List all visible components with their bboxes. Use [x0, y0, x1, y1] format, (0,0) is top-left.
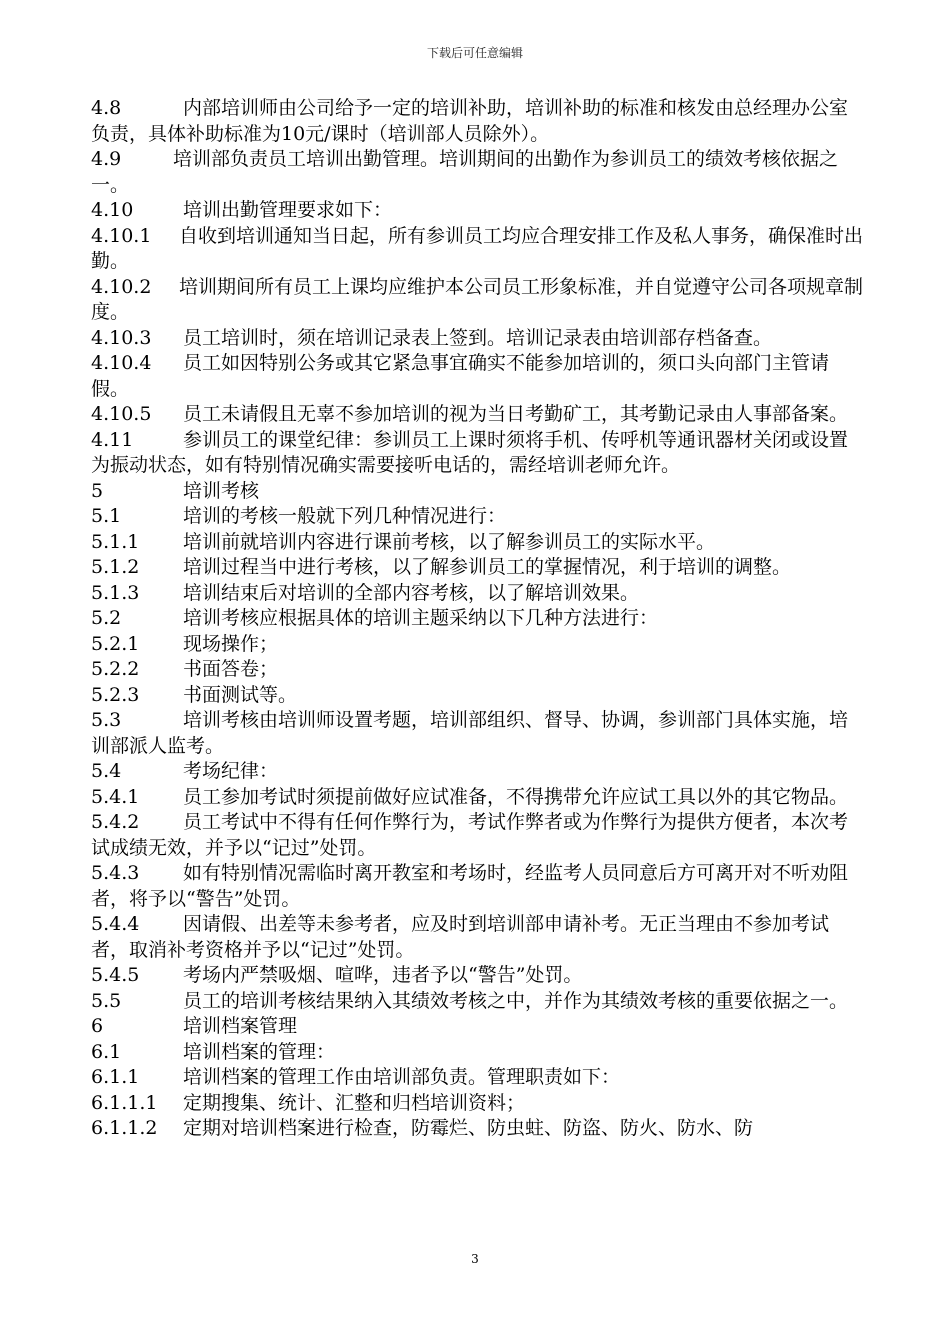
item-text: 培训档案管理 — [183, 1015, 298, 1037]
list-item — [91, 759, 866, 785]
list-item — [91, 632, 866, 658]
list-item — [91, 1040, 866, 1066]
item-number: 5.4 — [91, 760, 122, 782]
list-item — [91, 1091, 866, 1117]
item-text: 培训的考核一般就下列几种情况进行： — [183, 505, 507, 527]
document-body — [91, 96, 866, 1142]
item-number: 6.1 — [91, 1040, 122, 1063]
item-number: 5.5 — [91, 989, 122, 1012]
section-heading — [91, 479, 866, 505]
list-item — [91, 147, 866, 198]
item-text: 因请假、出差等未参考者，应及时到培训部申请补考。无正当理由不参加考试者，取消补考资格并予以“记过”处罚。 — [91, 913, 830, 961]
item-text: 培训期间所有员工上课均应维护本公司员工形象标准，并自觉遵守公司各项规章制度。 — [91, 275, 864, 323]
item-number: 5.4.3 — [91, 862, 140, 884]
list-item — [91, 785, 866, 811]
item-text: 培训部负责员工培训出勤管理。培训期间的出勤作为参训员工的绩效考核依据之一。 — [91, 148, 839, 196]
item-text: 培训出勤管理要求如下： — [183, 199, 393, 221]
list-item — [91, 963, 866, 989]
item-text: 培训考核 — [183, 479, 260, 502]
list-item — [91, 912, 866, 963]
item-number: 4.8 — [91, 97, 122, 119]
item-number: 5.1.1 — [91, 530, 140, 553]
item-number: 4.10 — [91, 199, 134, 221]
item-number: 5.4.5 — [91, 964, 140, 986]
item-text: 现场操作； — [183, 632, 279, 655]
item-text: 书面答卷； — [183, 658, 279, 680]
list-item — [91, 428, 866, 479]
item-number: 5.2.2 — [91, 658, 140, 680]
item-number: 4.10.4 — [91, 352, 152, 374]
item-number: 5.3 — [91, 709, 122, 731]
item-number: 4.11 — [91, 428, 134, 451]
item-text: 内部培训师由公司给予一定的培训补助，培训补助的标准和核发由总经理办公室负责，具体补助标准为10元/课时（培训部人员除外）。 — [91, 97, 849, 145]
list-item — [91, 555, 866, 581]
item-text: 员工的培训考核结果纳入其绩效考核之中，并作为其绩效考核的重要依据之一。 — [183, 989, 849, 1012]
item-text: 培训考核由培训师设置考题，培训部组织、督导、协调，参训部门具体实施，培训部派人监考。 — [91, 709, 849, 757]
list-item — [91, 810, 866, 861]
item-number: 6.1.1.2 — [91, 1117, 158, 1139]
item-text: 考场内严禁吸烟、喧哗，违者予以“警告”处罚。 — [183, 964, 583, 986]
item-text: 培训档案的管理： — [183, 1040, 336, 1063]
list-item — [91, 657, 866, 683]
list-item — [91, 1116, 866, 1142]
item-number: 6.1.1.1 — [91, 1091, 158, 1114]
list-item — [91, 861, 866, 912]
item-text: 培训过程当中进行考核，以了解参训员工的掌握情况，利于培训的调整。 — [183, 556, 792, 578]
item-text: 员工如因特别公务或其它紧急事宜确实不能参加培训的，须口头向部门主管请假。 — [91, 352, 830, 400]
item-text: 定期对培训档案进行检查，防霉烂、防虫蛀、防盗、防火、防水、防 — [183, 1117, 754, 1139]
list-item — [91, 606, 866, 632]
page-number: 3 — [471, 1252, 479, 1266]
list-item — [91, 198, 866, 224]
item-number: 5.2 — [91, 607, 122, 629]
item-number: 6.1.1 — [91, 1066, 140, 1088]
item-number: 4.10.1 — [91, 224, 152, 247]
item-text: 员工考试中不得有任何作弊行为，考试作弊者或为作弊行为提供方便者，本次考试成绩无效，并予以“记过”处罚。 — [91, 811, 849, 859]
item-text: 参训员工的课堂纪律：参训员工上课时须将手机、传呼机等通讯器材关闭或设置为振动状态，如有特别情况确实需要接听电话的，需经培训老师允许。 — [91, 428, 849, 476]
item-text: 员工参加考试时须提前做好应试准备，不得携带允许应试工具以外的其它物品。 — [183, 785, 849, 808]
item-text: 考场纪律： — [183, 760, 279, 782]
item-number: 4.9 — [91, 148, 122, 170]
item-text: 培训结束后对培训的全部内容考核，以了解培训效果。 — [183, 581, 640, 604]
item-number: 5.4.2 — [91, 811, 140, 833]
section-heading — [91, 1014, 866, 1040]
list-item — [91, 402, 866, 428]
item-number: 5 — [91, 479, 104, 502]
list-item — [91, 581, 866, 607]
item-text: 如有特别情况需临时离开教室和考场时，经监考人员同意后方可离开对不听劝阻者，将予以“警告”处罚。 — [91, 862, 849, 910]
list-item — [91, 96, 866, 147]
item-text: 书面测试等。 — [183, 683, 298, 706]
list-item — [91, 275, 866, 326]
item-number: 5.4.4 — [91, 913, 140, 935]
item-number: 5.1.3 — [91, 581, 140, 604]
list-item — [91, 530, 866, 556]
item-text: 定期搜集、统计、汇整和归档培训资料； — [183, 1091, 526, 1114]
item-text: 培训前就培训内容进行课前考核，以了解参训员工的实际水平。 — [183, 530, 716, 553]
list-item — [91, 989, 866, 1015]
item-number: 4.10.3 — [91, 326, 152, 349]
list-item — [91, 326, 866, 352]
list-item — [91, 351, 866, 402]
item-number: 5.2.1 — [91, 632, 140, 655]
item-number: 4.10.5 — [91, 403, 152, 425]
item-number: 6 — [91, 1015, 104, 1037]
item-text: 培训档案的管理工作由培训部负责。管理职责如下： — [183, 1066, 621, 1088]
item-text: 培训考核应根据具体的培训主题采纳以下几种方法进行： — [183, 607, 659, 629]
list-item — [91, 683, 866, 709]
item-text: 自收到培训通知当日起，所有参训员工均应合理安排工作及私人事务，确保准时出勤。 — [91, 224, 864, 272]
list-item — [91, 1065, 866, 1091]
item-number: 5.4.1 — [91, 785, 140, 808]
page-header: 下载后可任意编辑 — [426, 46, 523, 60]
item-text: 员工未请假且无辜不参加培训的视为当日考勤矿工，其考勤记录由人事部备案。 — [183, 403, 849, 425]
item-text: 员工培训时，须在培训记录表上签到。培训记录表由培训部存档备查。 — [183, 326, 773, 349]
item-number: 5.2.3 — [91, 683, 140, 706]
list-item — [91, 224, 866, 275]
item-number: 5.1 — [91, 505, 122, 527]
list-item — [91, 708, 866, 759]
item-number: 4.10.2 — [91, 275, 152, 298]
list-item — [91, 504, 866, 530]
item-number: 5.1.2 — [91, 556, 140, 578]
